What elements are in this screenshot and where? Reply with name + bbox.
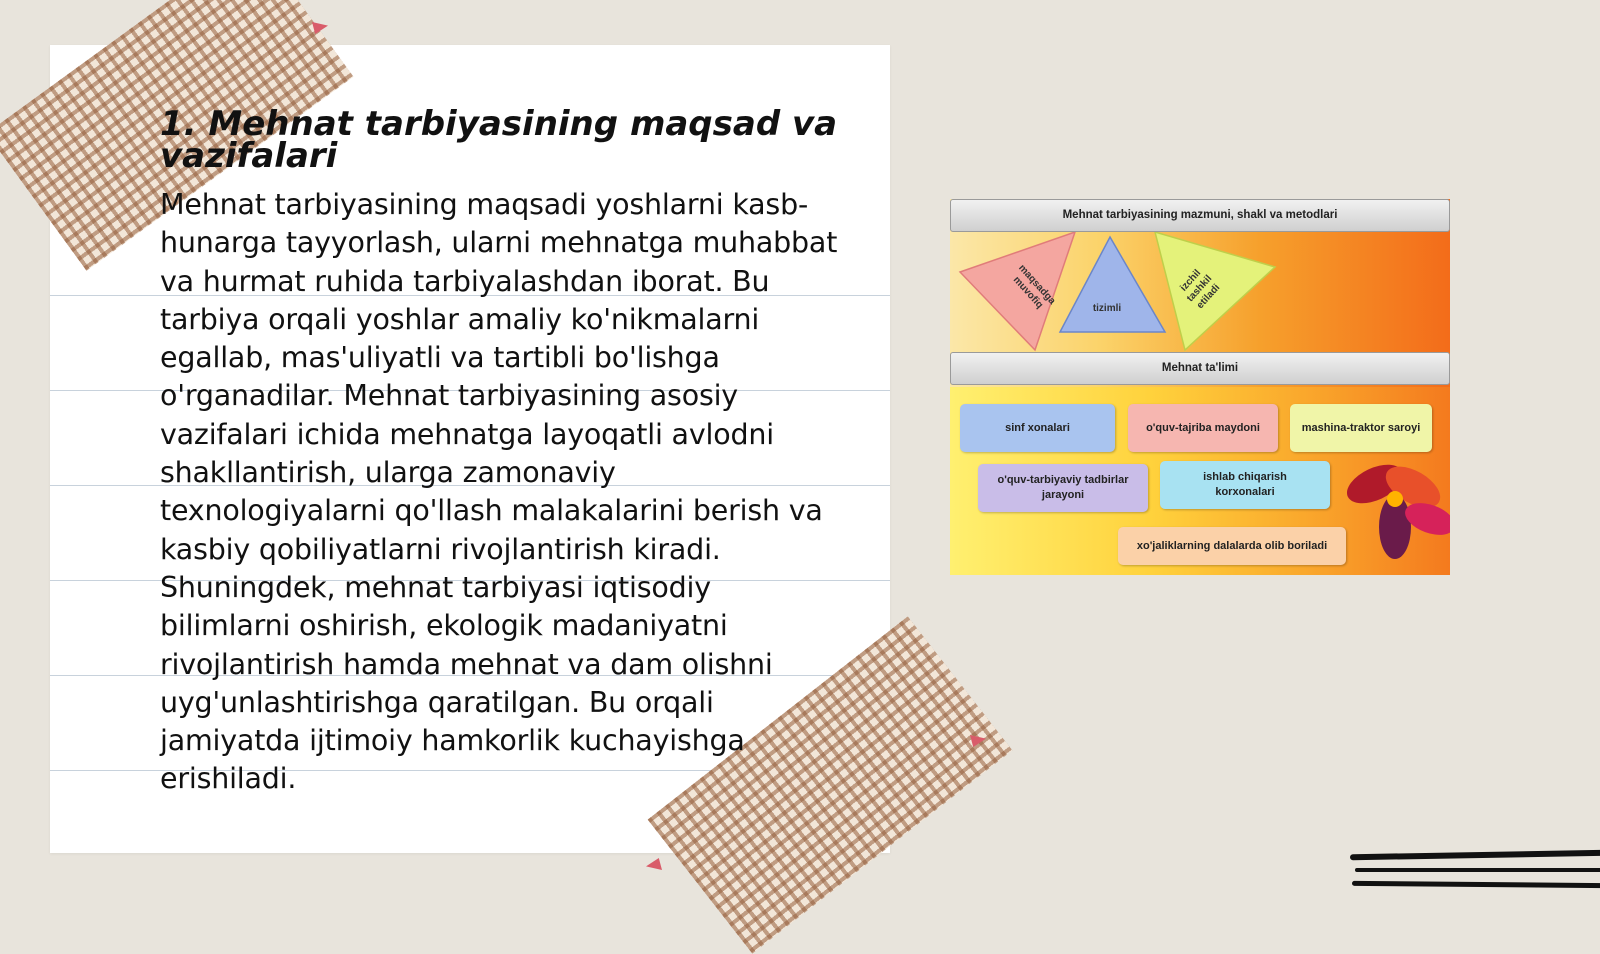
diagram-box-5: ishlab chiqarish korxonalari <box>1160 461 1330 509</box>
diagram-header-bar: Mehnat tarbiyasining mazmuni, shakl va metodlari <box>950 199 1450 232</box>
diagram-middle-bar: Mehnat ta'limi <box>950 352 1450 385</box>
tape-tip-decoration <box>646 858 662 870</box>
diagram-box-1: sinf xonalari <box>960 404 1115 452</box>
diagram-box-2: o'quv-tajriba maydoni <box>1128 404 1278 452</box>
triangle-label-3: izchil tashkil etiladi <box>1178 267 1223 312</box>
brush-stroke-decoration <box>1352 881 1600 888</box>
brush-stroke-decoration <box>1355 868 1600 872</box>
slide-body-text: Mehnat tarbiyasining maqsadi yoshlarni kasb-hunarga tayyorlash, ularni mehnatga muhabbat va hurmat ruhida tarbiyalashdan iborat. Bu tarbiya orqali yoshlar amaliy ko'nikmalarni egallab, mas'uliyatli va tartibli bo'lishga o'rganadilar. Mehnat tarbiyasining asosiy vazifalari ichida mehnatga layoqatli avlodni shakllantirish, ularga zamonaviy texnologiyalarni qo'llash malakalarini berish va kasbiy qobiliyatlarni rivojlantirish kiradi. Shuningdek, mehnat tarbiyasi iqtisodiy bilimlarni oshirish, ekologik madaniyatni rivojlantirish hamda mehnat va dam olishni uyg'unlashtirishga qaratilgan. Bu orqali jamiyatda ijtimoiy hamkorlik kuchayishga erishiladi. <box>160 188 838 796</box>
triangle-label-1: maqsadga muvofiq <box>1010 262 1058 311</box>
diagram-box-6: xo'jaliklarning dalalarda olib boriladi <box>1118 527 1346 565</box>
brush-stroke-decoration <box>1350 850 1600 861</box>
triangle-blue <box>1060 237 1165 332</box>
slide-title: 1. Mehnat tarbiyasining maqsad va vazifalari <box>160 104 838 176</box>
diagram-box-4: o'quv-tarbiyaviy tadbirlar jarayoni <box>978 464 1148 512</box>
diagram-box-3: mashina-traktor saroyi <box>1290 404 1432 452</box>
flower-decoration <box>1335 449 1450 569</box>
triangle-label-2: tizimli <box>1092 303 1122 314</box>
diagram-image <box>950 199 1450 575</box>
